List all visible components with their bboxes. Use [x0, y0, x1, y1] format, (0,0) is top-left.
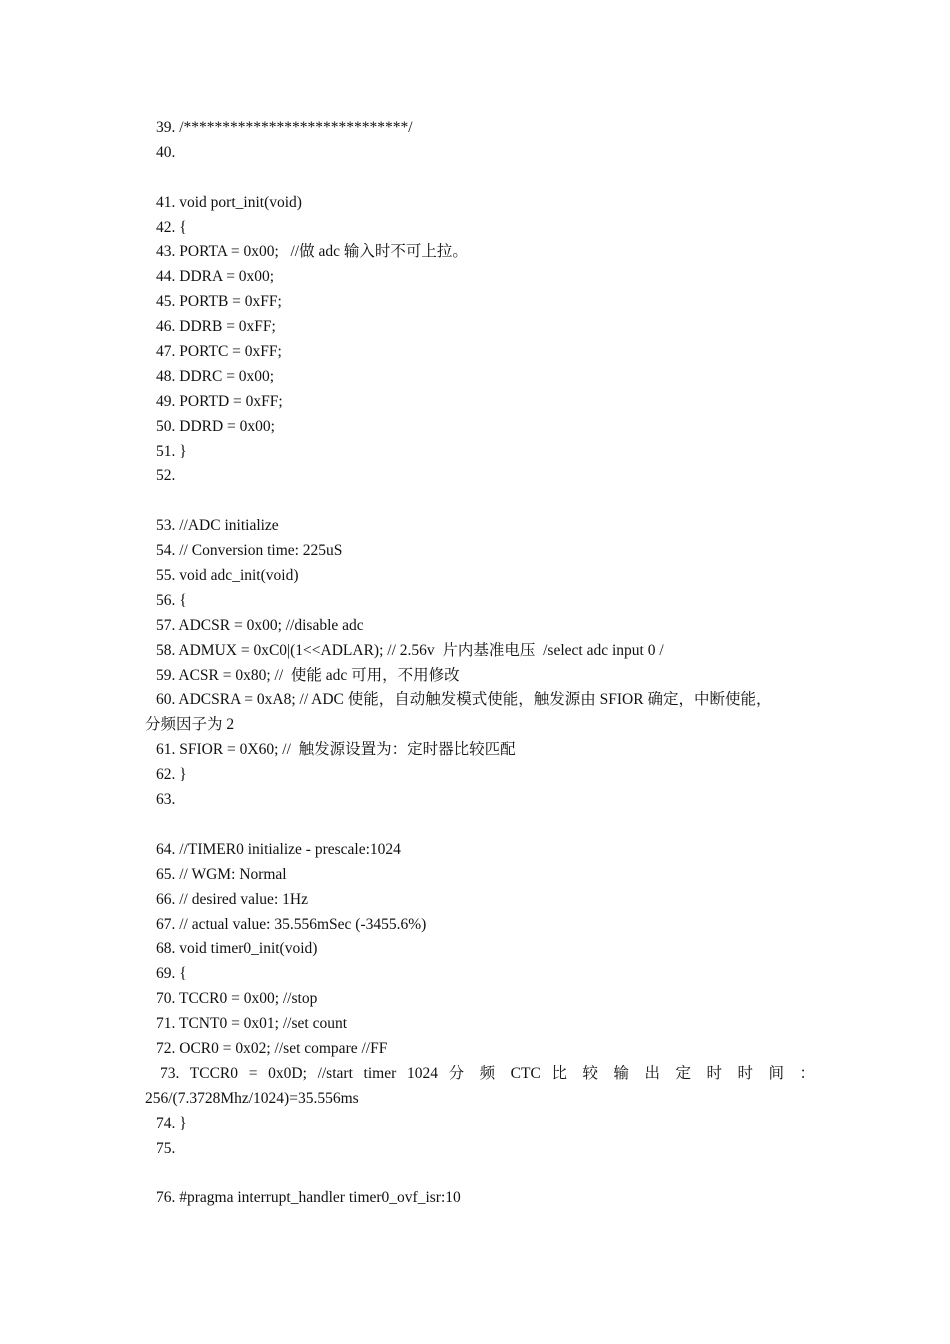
- code-line: 66. // desired value: 1Hz: [156, 890, 308, 908]
- code-line: 53. //ADC initialize: [156, 517, 279, 535]
- code-line: 55. void adc_init(void): [156, 567, 299, 585]
- code-line: 59. ACSR = 0x80; // 使能 adc 可用，不用修改: [156, 666, 460, 684]
- code-line: 74. }: [156, 1114, 187, 1132]
- code-line: 71. TCNT0 = 0x01; //set count: [156, 1015, 348, 1033]
- code-line: 51. }: [156, 442, 187, 460]
- code-line: 60. ADCSRA = 0xA8; // ADC 使能，自动触发模式使能，触发源由 SFIOR 确定，中断使能，: [156, 691, 772, 709]
- code-line: 64. //TIMER0 initialize - prescale:1024: [156, 840, 401, 858]
- code-line: 57. ADCSR = 0x00; //disable adc: [156, 616, 364, 634]
- code-line: 47. PORTC = 0xFF;: [156, 343, 282, 361]
- code-line-justified: 73. TCCR0 = 0x0D; //start timer 1024 分 频 CTC 比 较 输 出 定 时 时 间 ：: [160, 1064, 815, 1082]
- code-line: 52.: [156, 467, 176, 485]
- code-line: 67. // actual value: 35.556mSec (-3455.6%): [156, 915, 427, 933]
- code-line: 44. DDRA = 0x00;: [156, 268, 275, 286]
- code-line: 61. SFIOR = 0X60; // 触发源设置为：定时器比较匹配: [156, 741, 516, 759]
- code-line: 56. {: [156, 591, 187, 609]
- code-line: 70. TCCR0 = 0x00; //stop: [156, 990, 318, 1008]
- code-line-continuation: 分频因子为 2: [145, 716, 235, 734]
- code-line: 46. DDRB = 0xFF;: [156, 318, 276, 336]
- code-line: 54. // Conversion time: 225uS: [156, 542, 343, 560]
- blank-line: [145, 166, 815, 191]
- code-line: 63.: [156, 791, 176, 809]
- blank-line: [145, 813, 815, 838]
- blank-line: [145, 489, 815, 514]
- code-line: 75.: [156, 1139, 176, 1157]
- code-line: 41. void port_init(void): [156, 193, 302, 211]
- code-line: 50. DDRD = 0x00;: [156, 417, 275, 435]
- blank-line: [145, 1161, 815, 1186]
- code-line: 76. #pragma interrupt_handler timer0_ovf_isr:10: [156, 1189, 461, 1207]
- code-line: 48. DDRC = 0x00;: [156, 367, 275, 385]
- code-line: 49. PORTD = 0xFF;: [156, 392, 283, 410]
- code-line: 72. OCR0 = 0x02; //set compare //FF: [156, 1039, 388, 1057]
- code-line: 62. }: [156, 766, 187, 784]
- code-line: 68. void timer0_init(void): [156, 940, 318, 958]
- code-line: 39. /*****************************/: [156, 119, 413, 136]
- code-line: 69. {: [156, 965, 187, 983]
- code-line: 40.: [156, 143, 176, 161]
- code-line-continuation: 256/(7.3728Mhz/1024)=35.556ms: [145, 1089, 359, 1107]
- code-line: 65. // WGM: Normal: [156, 865, 287, 883]
- code-listing: [145, 116, 815, 1211]
- code-line: 43. PORTA = 0x00; //做 adc 输入时不可上拉。: [156, 243, 468, 261]
- code-line: 45. PORTB = 0xFF;: [156, 293, 282, 311]
- code-line: 42. {: [156, 218, 187, 236]
- code-line: 58. ADMUX = 0xC0|(1<<ADLAR); // 2.56v 片内基准电压 /select adc input 0 /: [156, 641, 664, 659]
